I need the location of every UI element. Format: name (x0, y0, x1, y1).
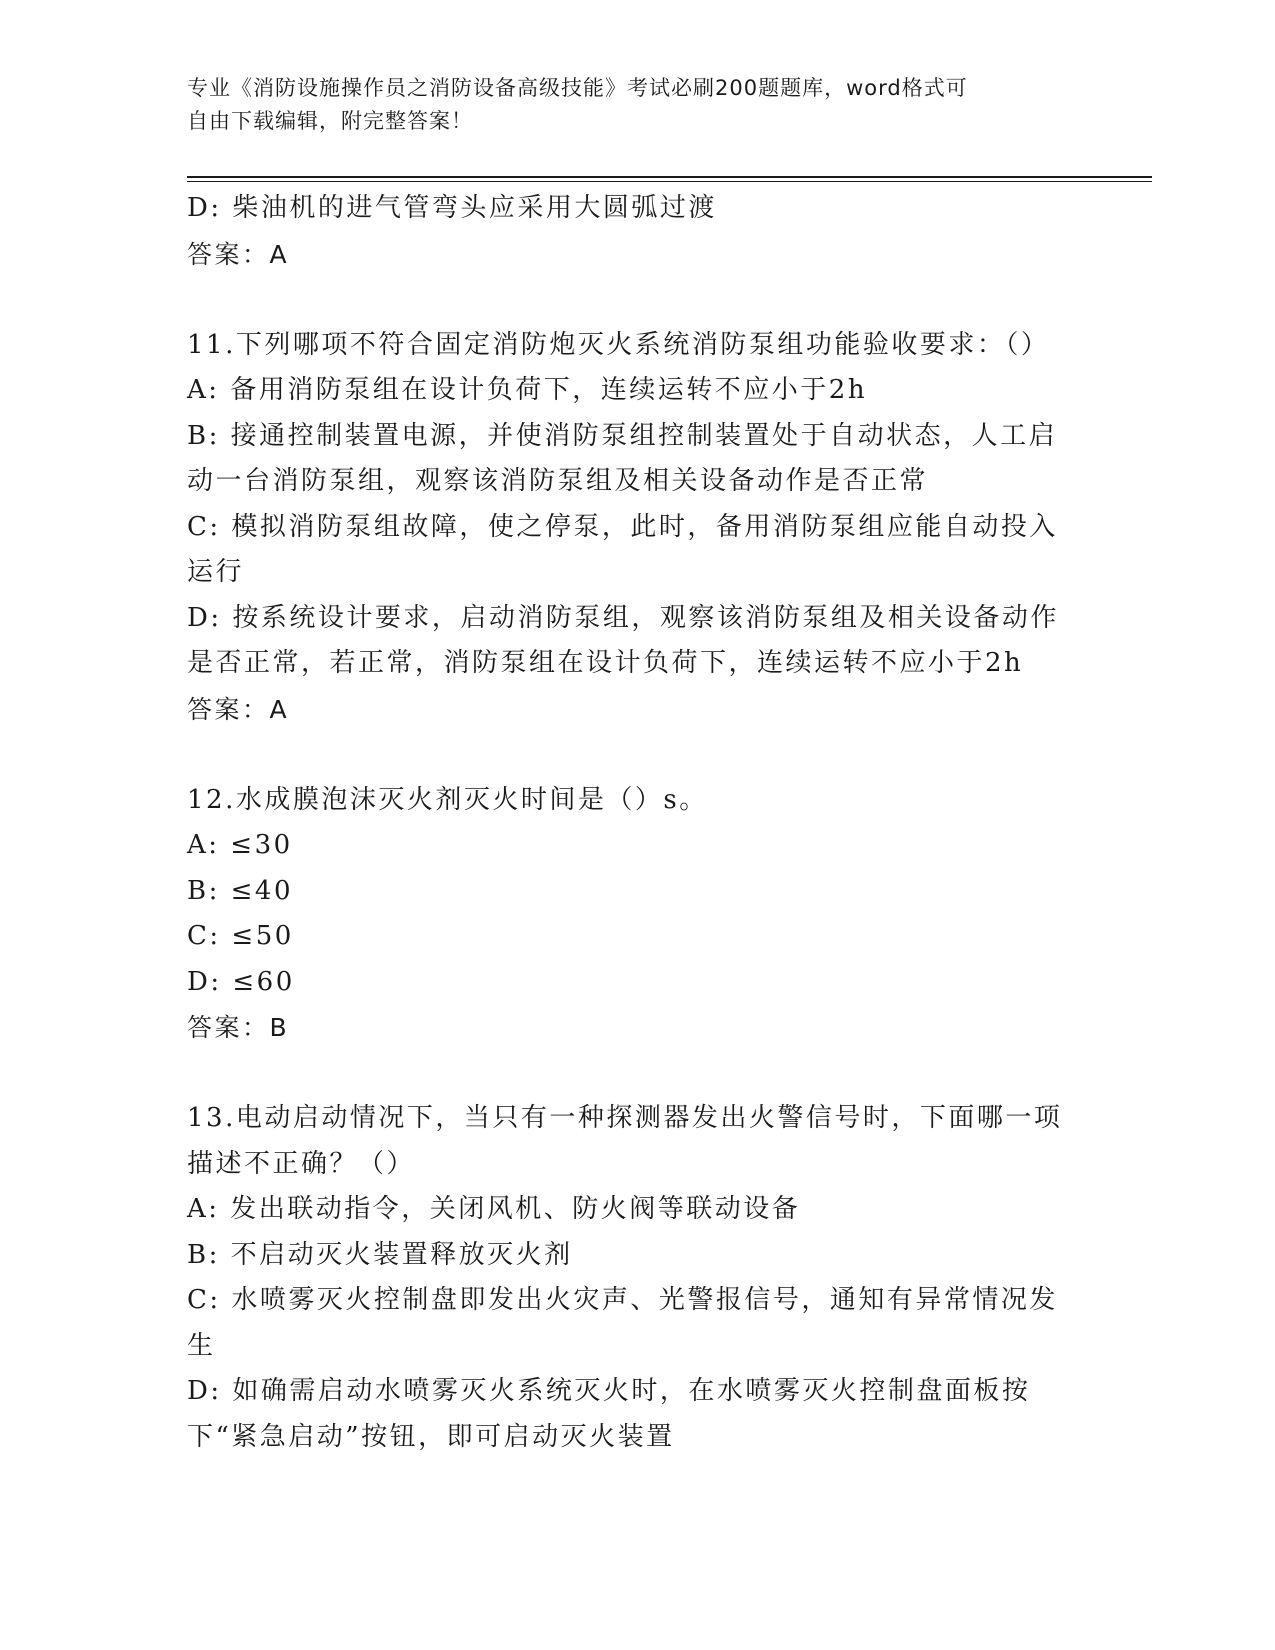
option-a: A: ≤30 (187, 830, 293, 860)
option-d: D: ≤60 (187, 966, 295, 997)
question-12 (187, 778, 1067, 1051)
page-header (187, 72, 1087, 138)
option-b: B: 接通控制装置电源，并使消防泵组控制装置处于自动状态，人工启动一台消防泵组，观察该消防泵组及相关设备动作是否正常 (187, 420, 1058, 496)
option-d: D: 如确需启动水喷雾灭火系统灭火时，在水喷雾灭火控制盘面板按下“紧急启动”按钮，即可启动灭火装置 (187, 1376, 1031, 1452)
option-c: C: ≤50 (187, 921, 294, 951)
answer: 答案：B (187, 1013, 290, 1042)
option-d: D: 按系统设计要求，启动消防泵组，观察该消防泵组及相关设备动作是否正常，若正常，消防泵组在设计负荷下，连续运转不应小于2h (187, 602, 1059, 678)
question-13 (187, 1096, 1067, 1460)
question-list (187, 186, 1067, 1460)
spacer (187, 732, 1067, 778)
spacer (187, 277, 1067, 323)
header-line-1: 专业《消防设施操作员之消防设备高级技能》考试必刷200题题库，word格式可 (187, 76, 968, 100)
option-a: A: 发出联动指令，关闭风机、防火阀等联动设备 (187, 1194, 801, 1224)
prev-option-d: D: 柴油机的进气管弯头应采用大圆弧过渡 (187, 193, 717, 223)
question-11 (187, 323, 1067, 733)
spacer (187, 1051, 1067, 1097)
option-c: C: 水喷雾灭火控制盘即发出火灾声、光警报信号，通知有异常情况发生 (187, 1285, 1058, 1361)
option-a: A: 备用消防泵组在设计负荷下，连续运转不应小于2h (187, 375, 868, 405)
question-stem: 11.下列哪项不符合固定消防炮灭火系统消防泵组功能验收要求：（） (187, 329, 1050, 360)
option-b: B: ≤40 (187, 875, 293, 906)
question-stem: 12.水成膜泡沫灭火剂灭火时间是（）s。 (187, 784, 708, 815)
header-rule-thin (187, 181, 1152, 182)
option-c: C: 模拟消防泵组故障，使之停泵，此时，备用消防泵组应能自动投入运行 (187, 511, 1058, 587)
header-line-2: 自由下载编辑，附完整答案！ (187, 109, 473, 133)
question-stem: 13.电动启动情况下，当只有一种探测器发出火警信号时，下面哪一项描述不正确？（） (187, 1103, 1063, 1179)
answer: 答案：A (187, 694, 290, 724)
option-b: B: 不启动灭火装置释放灭火剂 (187, 1239, 573, 1270)
prev-answer: 答案：A (187, 239, 290, 269)
header-rule-thick (187, 176, 1152, 178)
